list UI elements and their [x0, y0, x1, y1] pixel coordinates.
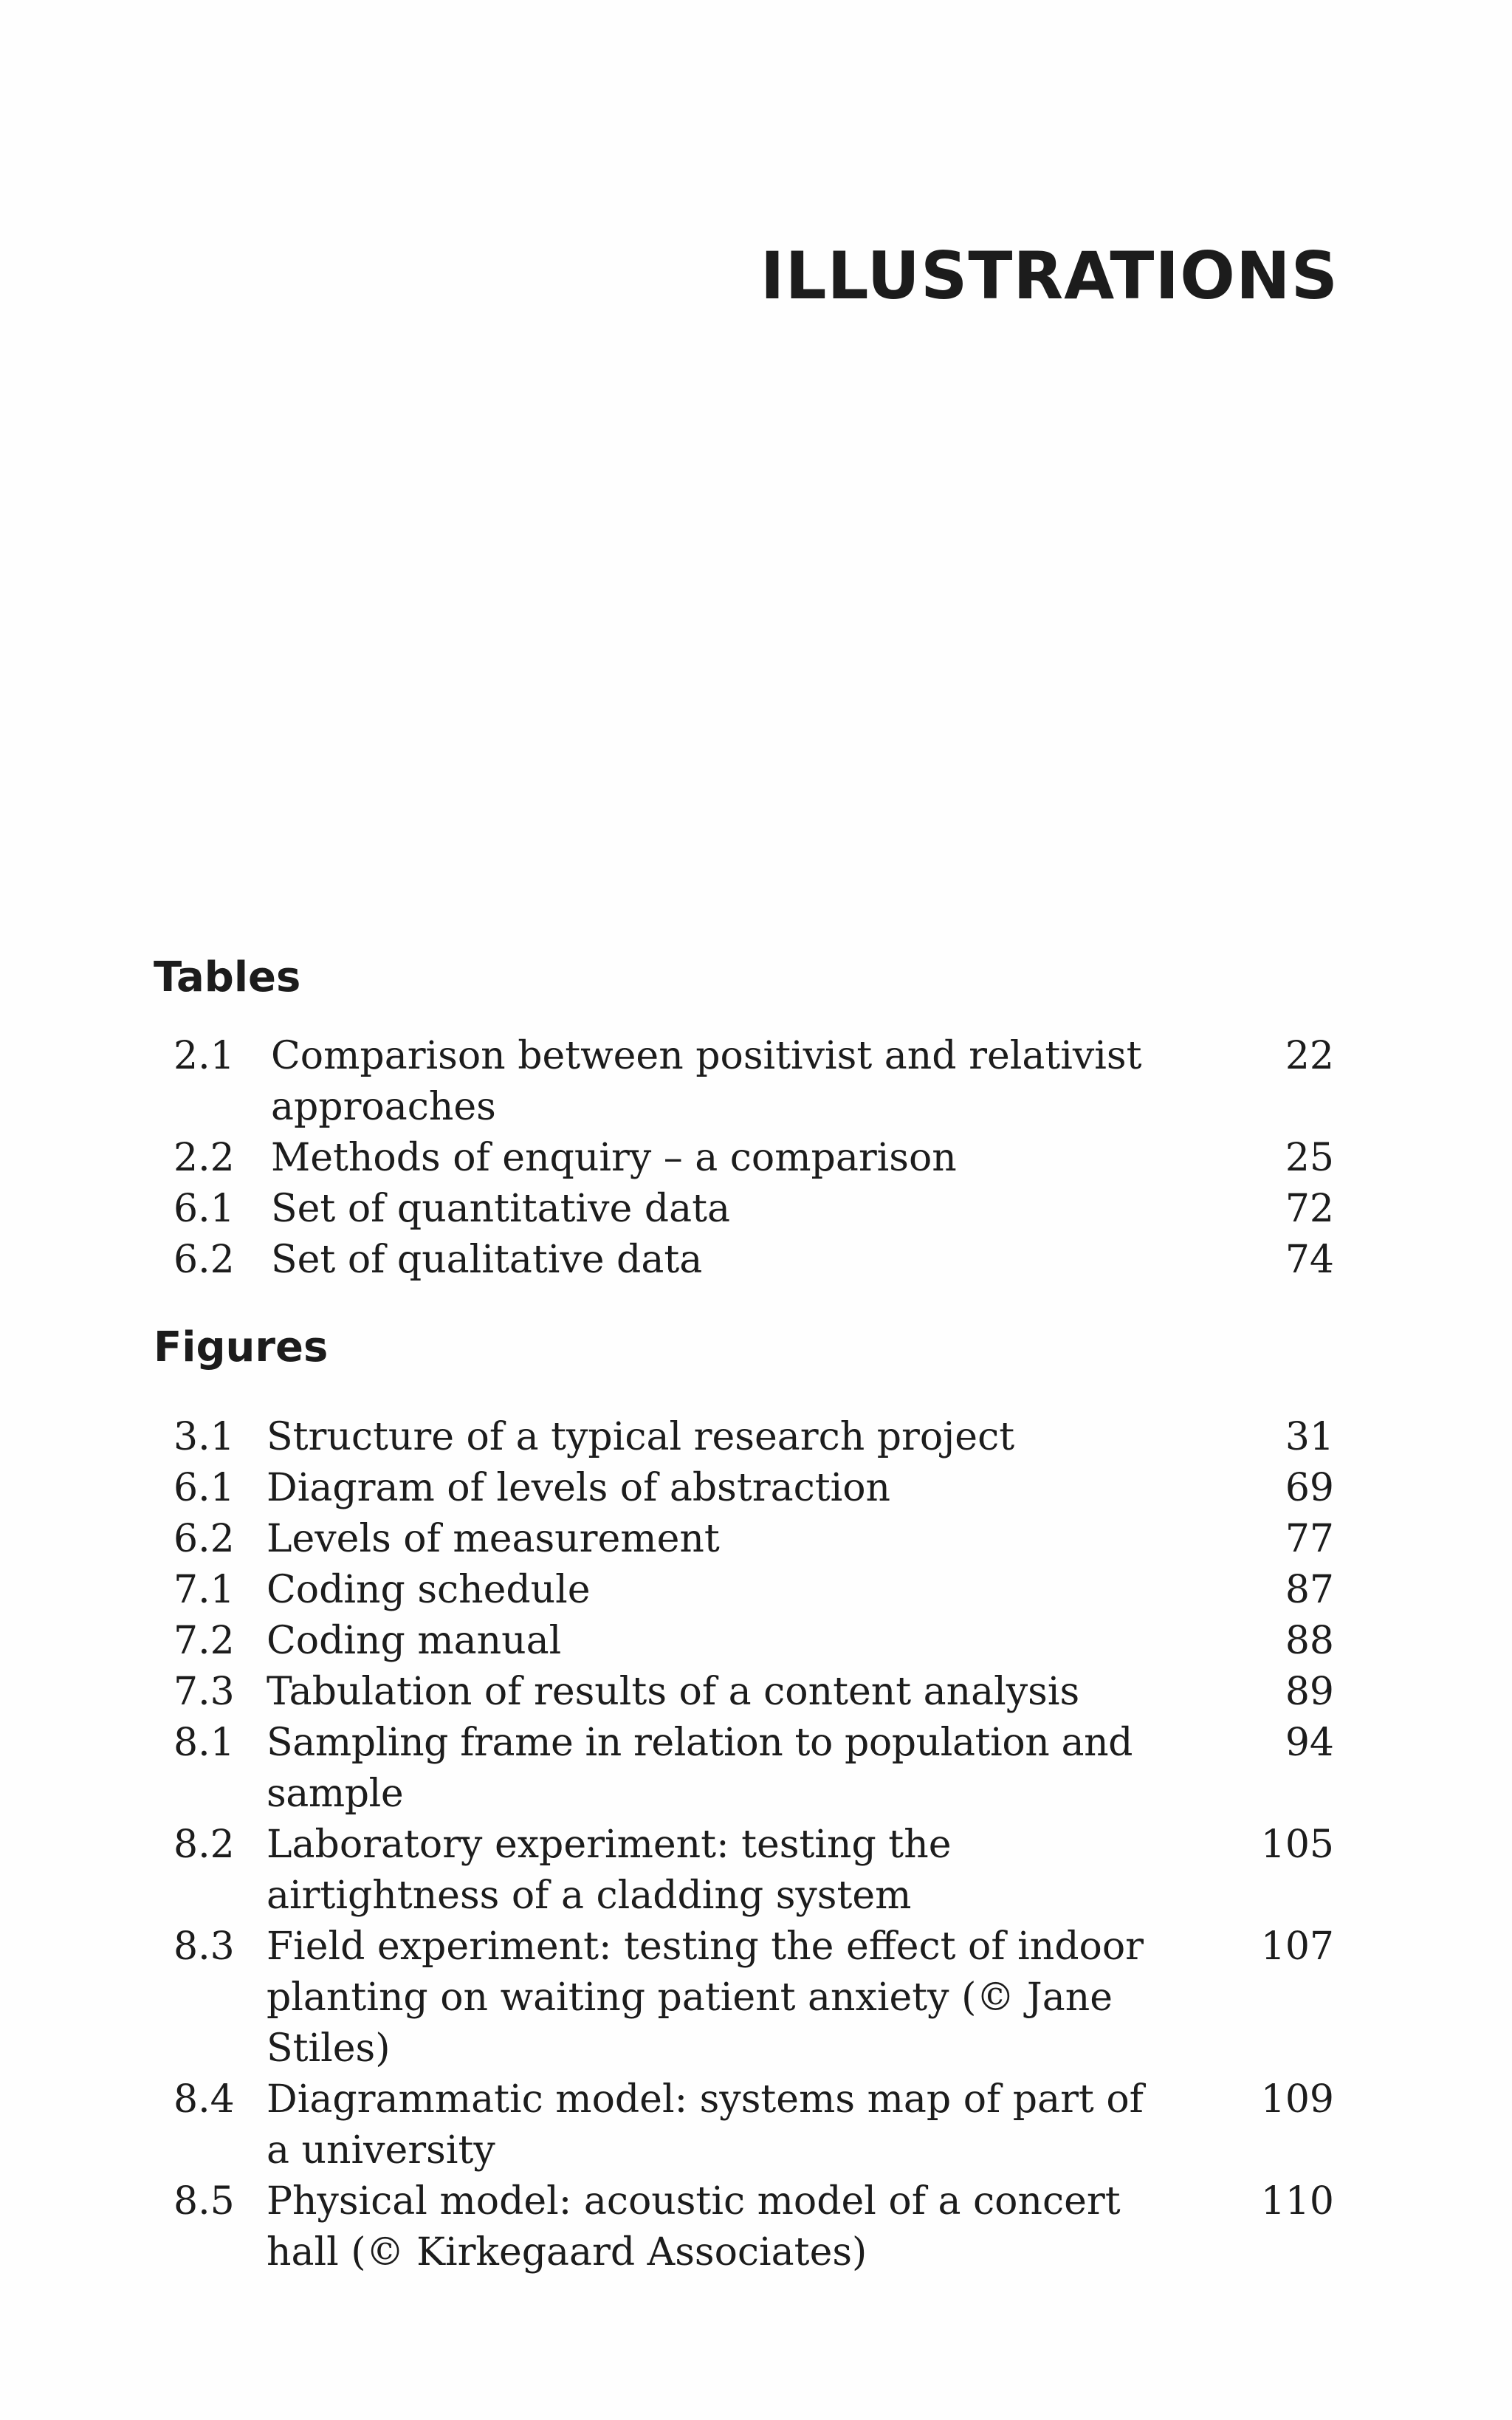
- list-item: [0, 1463, 1512, 1514]
- list-item: [0, 1667, 1512, 1718]
- entry-caption: Set of quantitative data: [271, 1187, 730, 1231]
- entry-caption: Coding schedule: [267, 1568, 591, 1612]
- entry-number: 8.3: [173, 1924, 235, 1969]
- entry-number: 3.1: [173, 1415, 235, 1459]
- entry-caption: Physical model: acoustic model of a concert hall (© Kirkegaard Associates): [267, 2179, 1121, 2275]
- list-item: [0, 2074, 1512, 2176]
- entry-page: 77: [1285, 1517, 1334, 1561]
- list-item: [0, 2176, 1512, 2278]
- tables-heading: Tables: [154, 953, 301, 1001]
- list-item: [0, 1565, 1512, 1616]
- entry-number: 2.1: [173, 1034, 235, 1078]
- entry-page: 25: [1285, 1136, 1334, 1180]
- entry-page: 22: [1285, 1034, 1334, 1078]
- list-item: [0, 1718, 1512, 1820]
- entry-page: 87: [1285, 1568, 1334, 1612]
- entry-caption: Sampling frame in relation to population and sample: [267, 1721, 1133, 1816]
- entry-number: 7.3: [173, 1670, 235, 1714]
- entry-page: 107: [1260, 1924, 1334, 1969]
- entry-caption: Structure of a typical research project: [267, 1415, 1015, 1459]
- entry-page: 69: [1285, 1466, 1334, 1510]
- entry-page: 105: [1260, 1823, 1334, 1867]
- entry-caption: Field experiment: testing the effect of indoor planting on waiting patient anxiety (© Jane Stiles): [267, 1924, 1144, 2071]
- figures-list: [0, 1412, 1512, 2278]
- entry-number: 2.2: [173, 1136, 235, 1180]
- entry-page: 74: [1285, 1238, 1334, 1282]
- entry-number: 6.2: [173, 1238, 235, 1282]
- list-item: [0, 1235, 1512, 1286]
- entry-caption: Coding manual: [267, 1619, 562, 1663]
- list-item: [0, 1031, 1512, 1133]
- entry-number: 6.2: [173, 1517, 235, 1561]
- figures-heading: Figures: [154, 1323, 329, 1371]
- entry-page: 109: [1260, 2077, 1334, 2122]
- entry-caption: Tabulation of results of a content analysis: [267, 1670, 1080, 1714]
- entry-page: 110: [1260, 2179, 1334, 2224]
- entry-number: 8.2: [173, 1823, 235, 1867]
- entry-number: 7.2: [173, 1619, 235, 1663]
- entry-number: 7.1: [173, 1568, 235, 1612]
- entry-caption: Laboratory experiment: testing the airtightness of a cladding system: [267, 1823, 952, 1918]
- entry-number: 8.4: [173, 2077, 235, 2122]
- entry-page: 31: [1285, 1415, 1334, 1459]
- entry-caption: Diagram of levels of abstraction: [267, 1466, 891, 1510]
- entry-page: 72: [1285, 1187, 1334, 1231]
- entry-number: 8.5: [173, 2179, 235, 2224]
- entry-number: 6.1: [173, 1466, 235, 1510]
- tables-list: [0, 1031, 1512, 1286]
- entry-page: 88: [1285, 1619, 1334, 1663]
- list-item: [0, 1184, 1512, 1235]
- list-item: [0, 1514, 1512, 1565]
- entry-page: 89: [1285, 1670, 1334, 1714]
- list-item: [0, 1616, 1512, 1667]
- entry-caption: Levels of measurement: [267, 1517, 720, 1561]
- list-item: [0, 1820, 1512, 1922]
- entry-caption: Methods of enquiry – a comparison: [271, 1136, 957, 1180]
- entry-caption: Set of qualitative data: [271, 1238, 703, 1282]
- entry-page: 94: [1285, 1721, 1334, 1765]
- entry-caption: Comparison between positivist and relativist approaches: [271, 1034, 1142, 1129]
- page-title: ILLUSTRATIONS: [760, 238, 1339, 314]
- entry-number: 6.1: [173, 1187, 235, 1231]
- list-item: [0, 1133, 1512, 1184]
- entry-number: 8.1: [173, 1721, 235, 1765]
- list-item: [0, 1922, 1512, 2074]
- entry-caption: Diagrammatic model: systems map of part of a university: [267, 2077, 1144, 2173]
- list-item: [0, 1412, 1512, 1463]
